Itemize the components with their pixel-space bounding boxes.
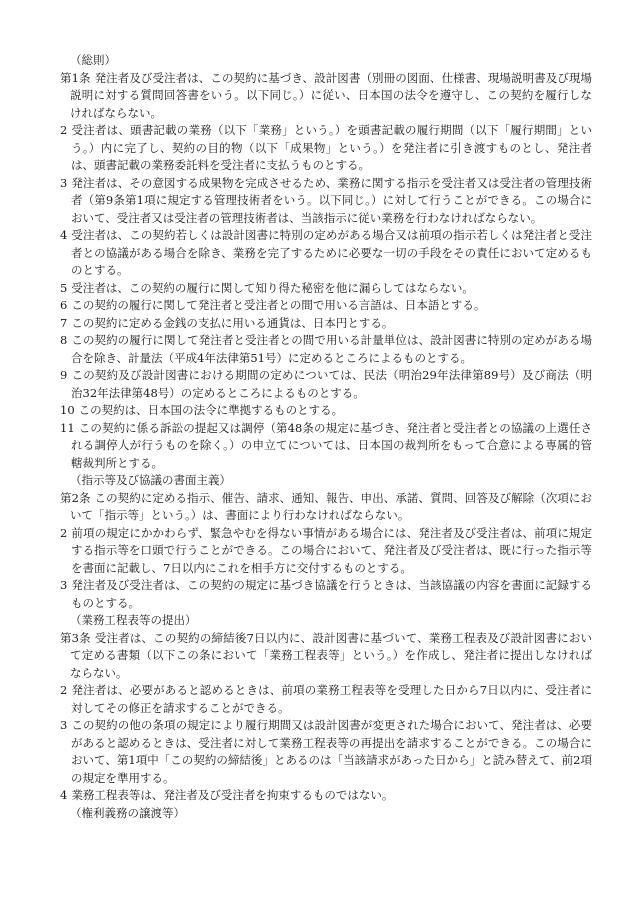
section-general [60,52,592,472]
section-written-instructions [60,472,592,612]
clause-1-7 [60,315,592,333]
clause-number: 3 [60,578,68,592]
article-3 [60,630,592,683]
clause-text: 業務工程表等は、発注者及び受注者を拘束するものではない。 [71,788,394,802]
clause-1-11 [60,420,592,473]
clause-1-2 [60,122,592,175]
clause-text: この契約の履行に関して発注者と受注者との間で用いる言語は、日本語とする。 [71,298,486,312]
section-heading: （総則） [70,53,116,67]
article-2 [60,490,592,525]
clause-number: 2 [60,525,68,540]
clause-text: この契約に係る訴訟の提起又は調停（第48条の規定に基づき、発注者と受注者との協議の上選任される調停人が行うものを除く。）の申立てについては、日本国の裁判所をもって合意による専属的管轄裁判所とする。 [71,420,592,470]
clause-number: 5 [60,280,68,295]
clause-text: 前項の規定にかかわらず、緊急やむを得ない事情がある場合には、発注者及び受注者は、前項に規定する指示等を口頭で行うことができる。この場合において、発注者及び受注者は、既に行った指示等を書面に記載し、7日以内にこれを相手方に交付するものとする。 [71,525,592,575]
clause-1-6 [60,297,592,315]
clause-text: 受注者は、頭書記載の業務（以下「業務」という。）を頭書記載の履行期間（以下「履行期間」という。）内に完了し、契約の目的物（以下「成果物」という。）を発注者に引き渡すものとし、発注者は、頭書記載の業務委託料を受注者に支払うものとする。 [71,123,592,172]
clause-number: 7 [60,315,68,330]
clause-1-3 [60,175,592,228]
clause-number: 8 [60,333,68,347]
clause-number: 10 [60,403,75,417]
clause-number: 3 [60,175,68,190]
clause-number: 第3条 [60,630,91,645]
clause-1-8 [60,332,592,367]
clause-2-2 [60,525,592,578]
section-heading: （指示等及び協議の書面主義） [70,473,231,487]
clause-text: 受注者は、この契約の履行に関して知り得た秘密を他に漏らしてはならない。 [71,280,474,295]
section-assignment-of-rights [60,805,592,823]
clause-1-5 [60,280,592,298]
clause-number: 2 [60,123,68,137]
article-1 [60,70,592,123]
clause-text: 発注者は、必要があると認めるときは、前項の業務工程表等を受理した日から7日以内に、受注者に対してその修正を請求することができる。 [71,683,592,715]
clause-number: 4 [60,228,68,242]
clause-text: この契約は、日本国の法令に準拠するものとする。 [78,403,344,417]
clause-text: この契約に定める指示、催告、請求、通知、報告、申出、承諾、質問、回答及び解除（次項において「指示等」という。）は、書面により行わなければならない。 [70,490,592,522]
clause-number: 11 [60,420,75,435]
clause-3-4 [60,787,592,805]
clause-3-2 [60,682,592,717]
clause-text: 発注者及び受注者は、この契約の規定に基づき協議を行うときは、当該協議の内容を書面に記録するものとする。 [71,578,592,610]
clause-text: この契約の履行に関して発注者と受注者との間で用いる計量単位は、設計図書に特別の定めがある場合を除き、計量法（平成4年法律第51号）に定めるところによるものとする。 [71,333,592,365]
clause-text: 発注者及び受注者は、この契約に基づき、設計図書（別冊の図面、仕様書、現場説明書及び現場説明に対する質問回答書をいう。以下同じ。）に従い、日本国の法令を遵守し、この契約を履行しなければならない。 [70,70,592,120]
section-work-schedule [60,612,592,805]
clause-number: 9 [60,368,68,382]
section-heading: （権利義務の譲渡等） [70,805,185,820]
clause-1-10 [60,402,592,420]
clause-text: この契約に定める金銭の支払に用いる通貨は、日本円とする。 [71,315,394,330]
clause-text: この契約の他の条項の規定により履行期間又は設計図書が変更された場合において、発注者は、必要があると認めるときは、受注者に対して業務工程表等の再提出を請求することができる。この場合において、第1項中「この契約の締結後」とあるのは「当該請求があった日から」と読み替えて、前2項の規定を準用する。 [71,718,592,785]
clause-number: 第1条 [60,70,91,85]
clause-text: 発注者は、その意図する成果物を完成させるため、業務に関する指示を受注者又は受注者の管理技術者（第9条第1項に規定する管理技術者をいう。以下同じ。）に対して行うことができる。この場合において、受注者又は受注者の管理技術者は、当該指示に従い業務を行わなければならない。 [71,175,592,225]
clause-number: 3 [60,718,68,732]
clause-1-4 [60,227,592,280]
clause-number: 第2条 [60,490,91,505]
clause-3-3 [60,717,592,787]
section-heading: （業務工程表等の提出） [70,613,197,627]
clause-text: 受注者は、この契約若しくは設計図書に特別の定めがある場合又は前項の指示若しくは発注者と受注者との協議がある場合を除き、業務を完了するために必要な一切の手段をその責任において定めるものとする。 [71,228,592,277]
clause-number: 6 [60,298,68,312]
clause-number: 4 [60,788,68,802]
clause-text: この契約及び設計図書における期間の定めについては、民法（明治29年法律第89号）及び商法（明治32年法律第48号）の定めるところによるものとする。 [71,368,592,400]
clause-text: 受注者は、この契約の締結後7日以内に、設計図書に基づいて、業務工程表及び設計図書において定める書類（以下この条において「業務工程表等」という。）を作成し、発注者に提出しなければならない。 [70,630,592,680]
clause-1-9 [60,367,592,402]
clause-2-3 [60,577,592,612]
clause-number: 2 [60,683,68,697]
